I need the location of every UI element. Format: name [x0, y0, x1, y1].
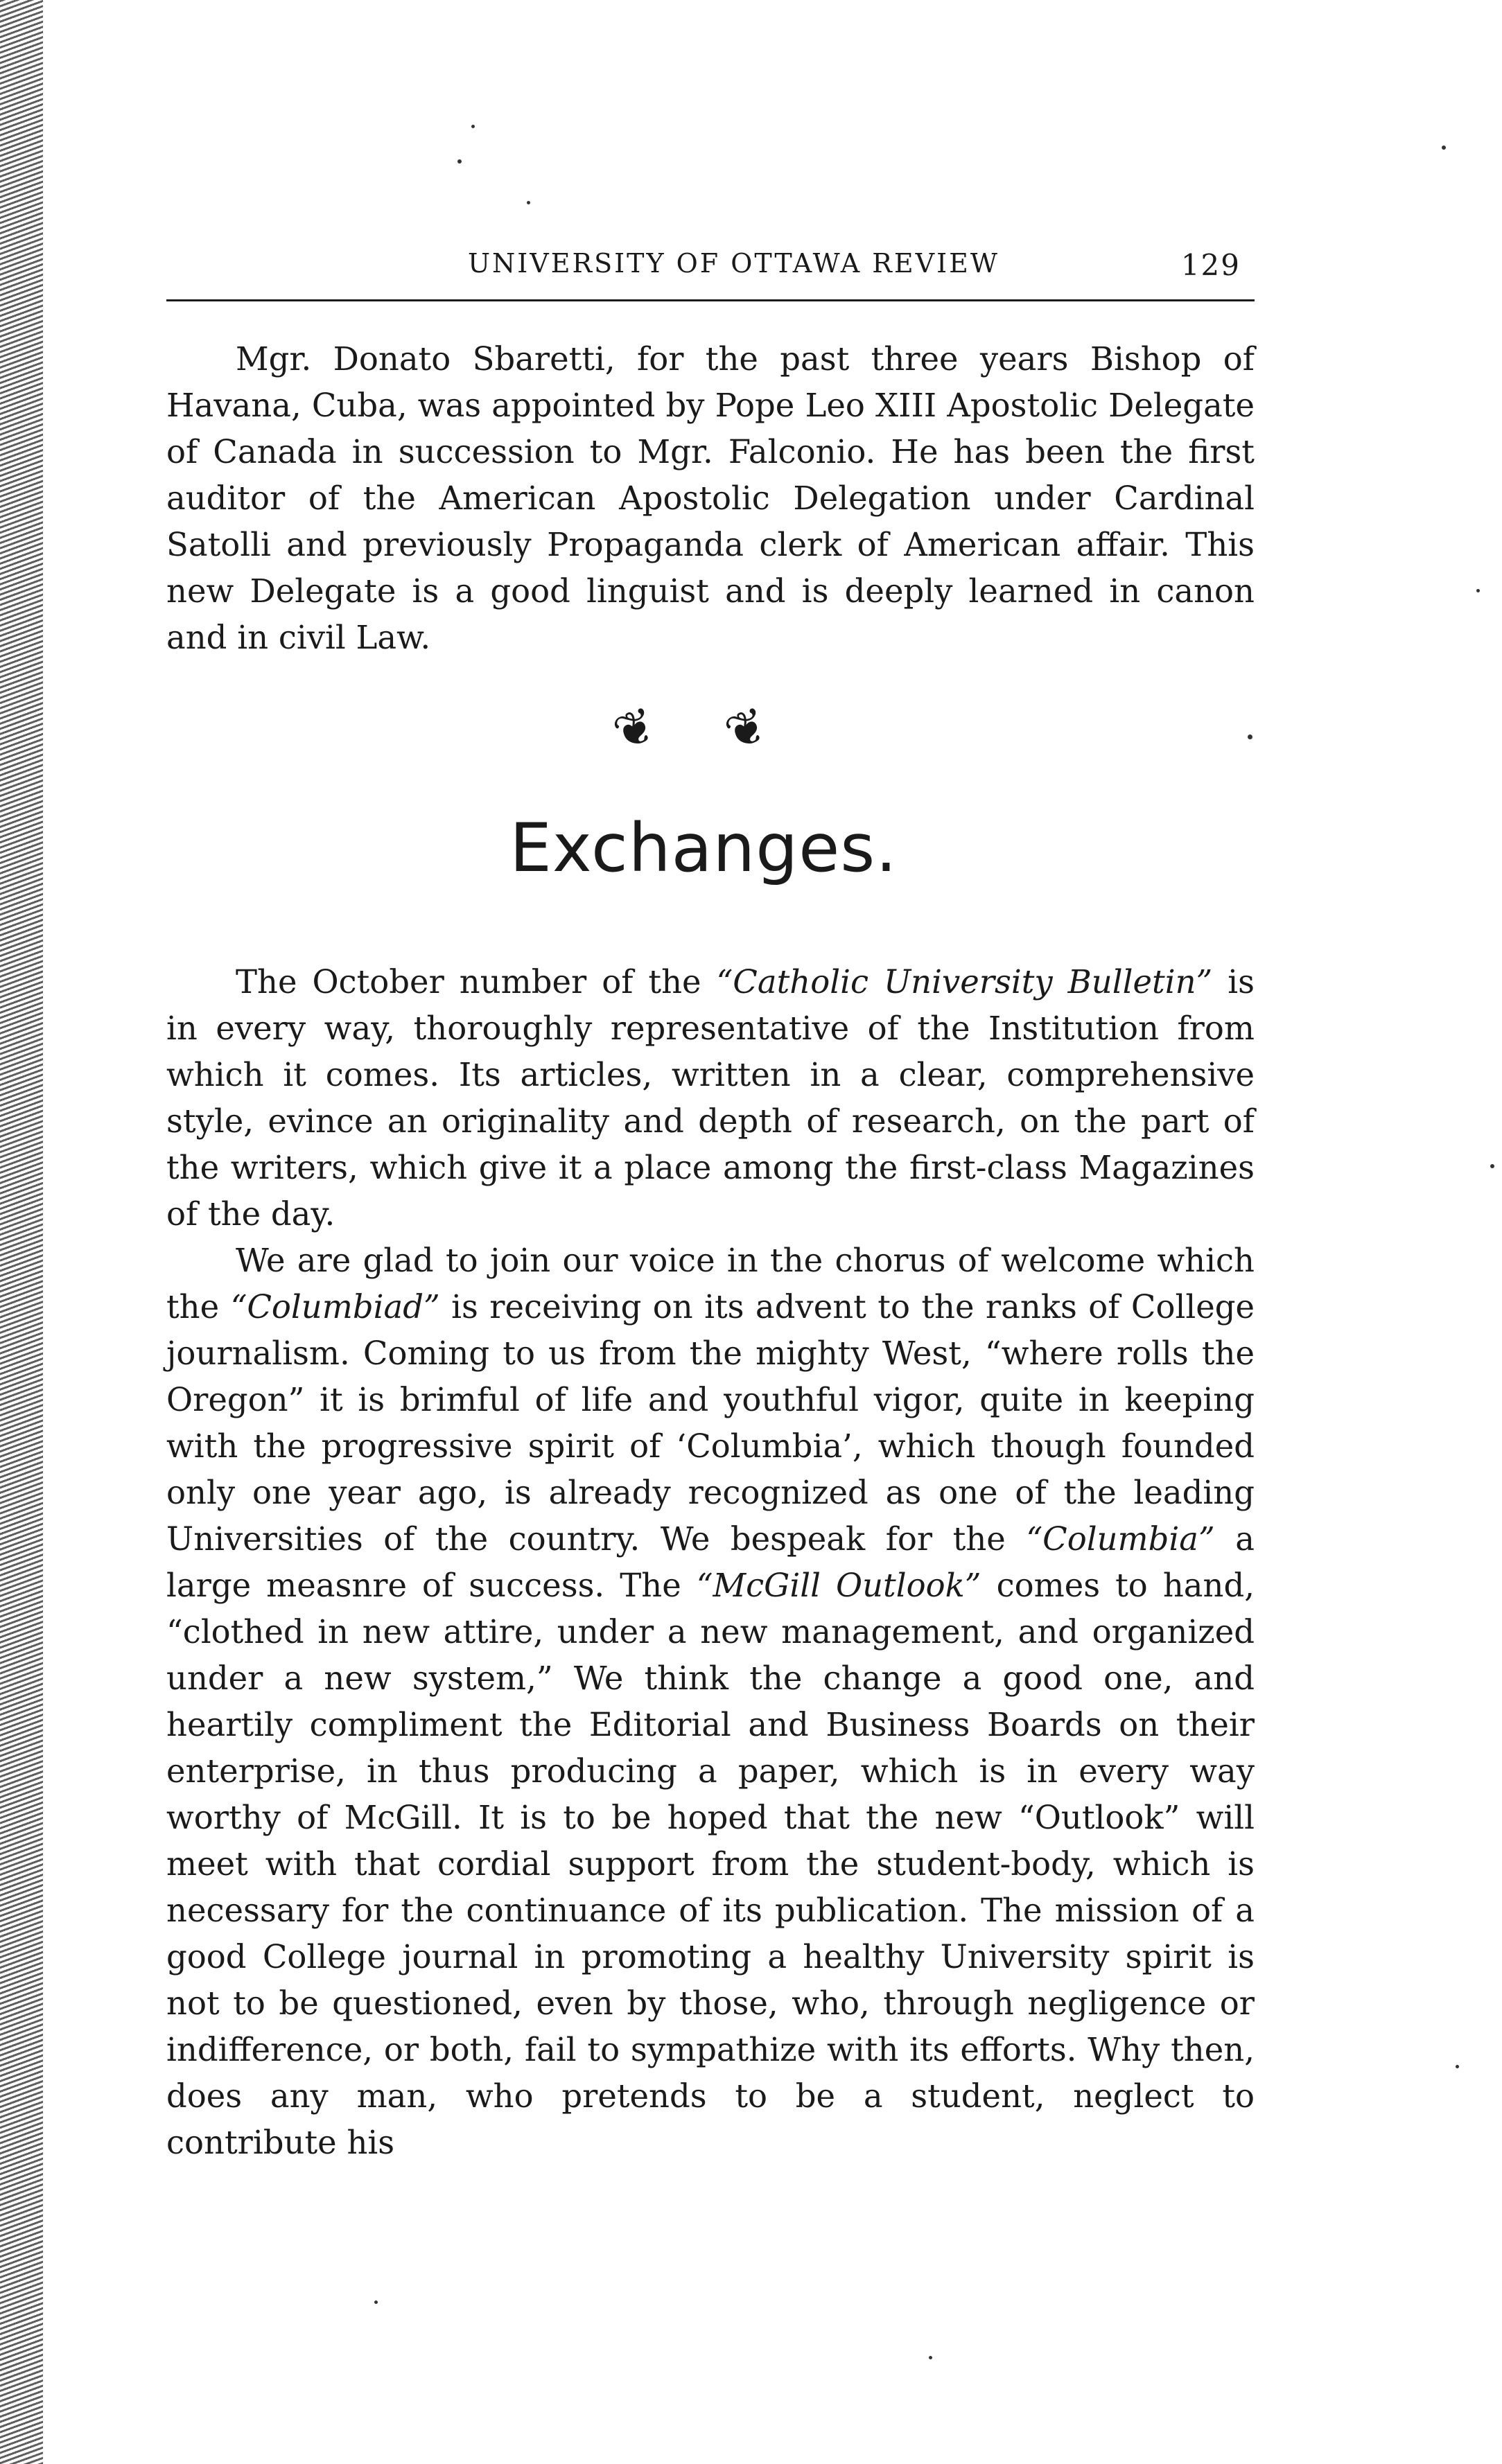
intro-paragraph: Mgr. Donato Sbaretti, for the past three years Bishop of Havana, Cuba, was appointed by Pope Leo XIII Apostolic Delegate of Canada in succession to Mgr. Falconio. He has been the first auditor of the American Apostolic Delegation under Cardinal Satolli and previously Propaganda clerk of American affair. This new Delegate is a good linguist and is deeply learned in canon and in civil Law.: [166, 340, 1255, 656]
scan-speck: [527, 201, 530, 204]
publication-title: “McGill Outlook”: [696, 1567, 981, 1604]
running-header: [152, 243, 1255, 284]
exchanges-paragraph-2: [152, 1238, 1255, 2166]
scan-speck: [929, 2356, 932, 2359]
scan-speck: [457, 159, 462, 164]
scan-speck: [1476, 589, 1480, 592]
leaf-sprig-icon: ❦: [606, 685, 690, 763]
header-rule: [166, 299, 1255, 301]
leaf-sprig-icon: ❦: [717, 685, 801, 763]
publication-title: “Columbia”: [1026, 1520, 1215, 1558]
scan-speck: [1456, 2065, 1459, 2068]
text-run: is in every way, thoroughly representative of the Institution from which it comes. Its articles, written in a clear, comprehensive style, evince an originality and depth of research, on the part of the writers, which give it a place among the first-class Magazines of the day.: [166, 963, 1255, 1233]
publication-title: “Columbiad”: [230, 1288, 440, 1326]
scan-speck: [1442, 146, 1446, 150]
leaf-sprig-ornament-icon: [152, 685, 1255, 772]
text-run: comes to hand, “clothed in new attire, under a new management, and organized under a new system,” We think the change a good one, and heartily compliment the Editorial and Business Boards on their enterprise, in thus producing a paper, which is in every way worthy of McGill. It is to be hoped that the new “Outlook” will meet with that cordial support from the student-body, which is necessary for the continuance of its publication. The mission of a good College journal in promoting a healthy University spirit is not to be questioned, even by those, who, through negligence or indifference, or both, fail to sympathize with its efforts. Why then, does any man, who pretends to be a student, neglect to contribute his: [166, 1567, 1255, 2161]
exchanges-paragraph-1: [152, 959, 1255, 1238]
section-title: Exchanges.: [509, 809, 898, 887]
scan-speck: [1490, 1164, 1494, 1168]
page-binding-edge: [0, 0, 43, 2464]
text-run: We are glad to join our voice in the chorus of welcome which the: [166, 1242, 1255, 1326]
text-run: The October number of the: [236, 963, 717, 1001]
page-number: 129: [1180, 248, 1241, 282]
publication-title: “Catholic University Bulletin”: [716, 963, 1213, 1001]
scan-speck: [374, 2300, 378, 2304]
scan-speck: [471, 125, 475, 128]
text-run: a large measnre of success. The: [166, 1520, 1255, 1604]
running-title: UNIVERSITY OF OTTAWA REVIEW: [468, 248, 999, 279]
document-page: [152, 243, 1255, 2166]
text-run: is receiving on its advent to the ranks of College journalism. Coming to us from the mighty West, “where rolls the Oregon” it is brimful of life and youthful vigor, quite in keeping with the progressive spirit of ‘Columbia’, which though founded only one year ago, is already recognized as one of the leading Universities of the country. We bespeak for the: [166, 1288, 1255, 1558]
